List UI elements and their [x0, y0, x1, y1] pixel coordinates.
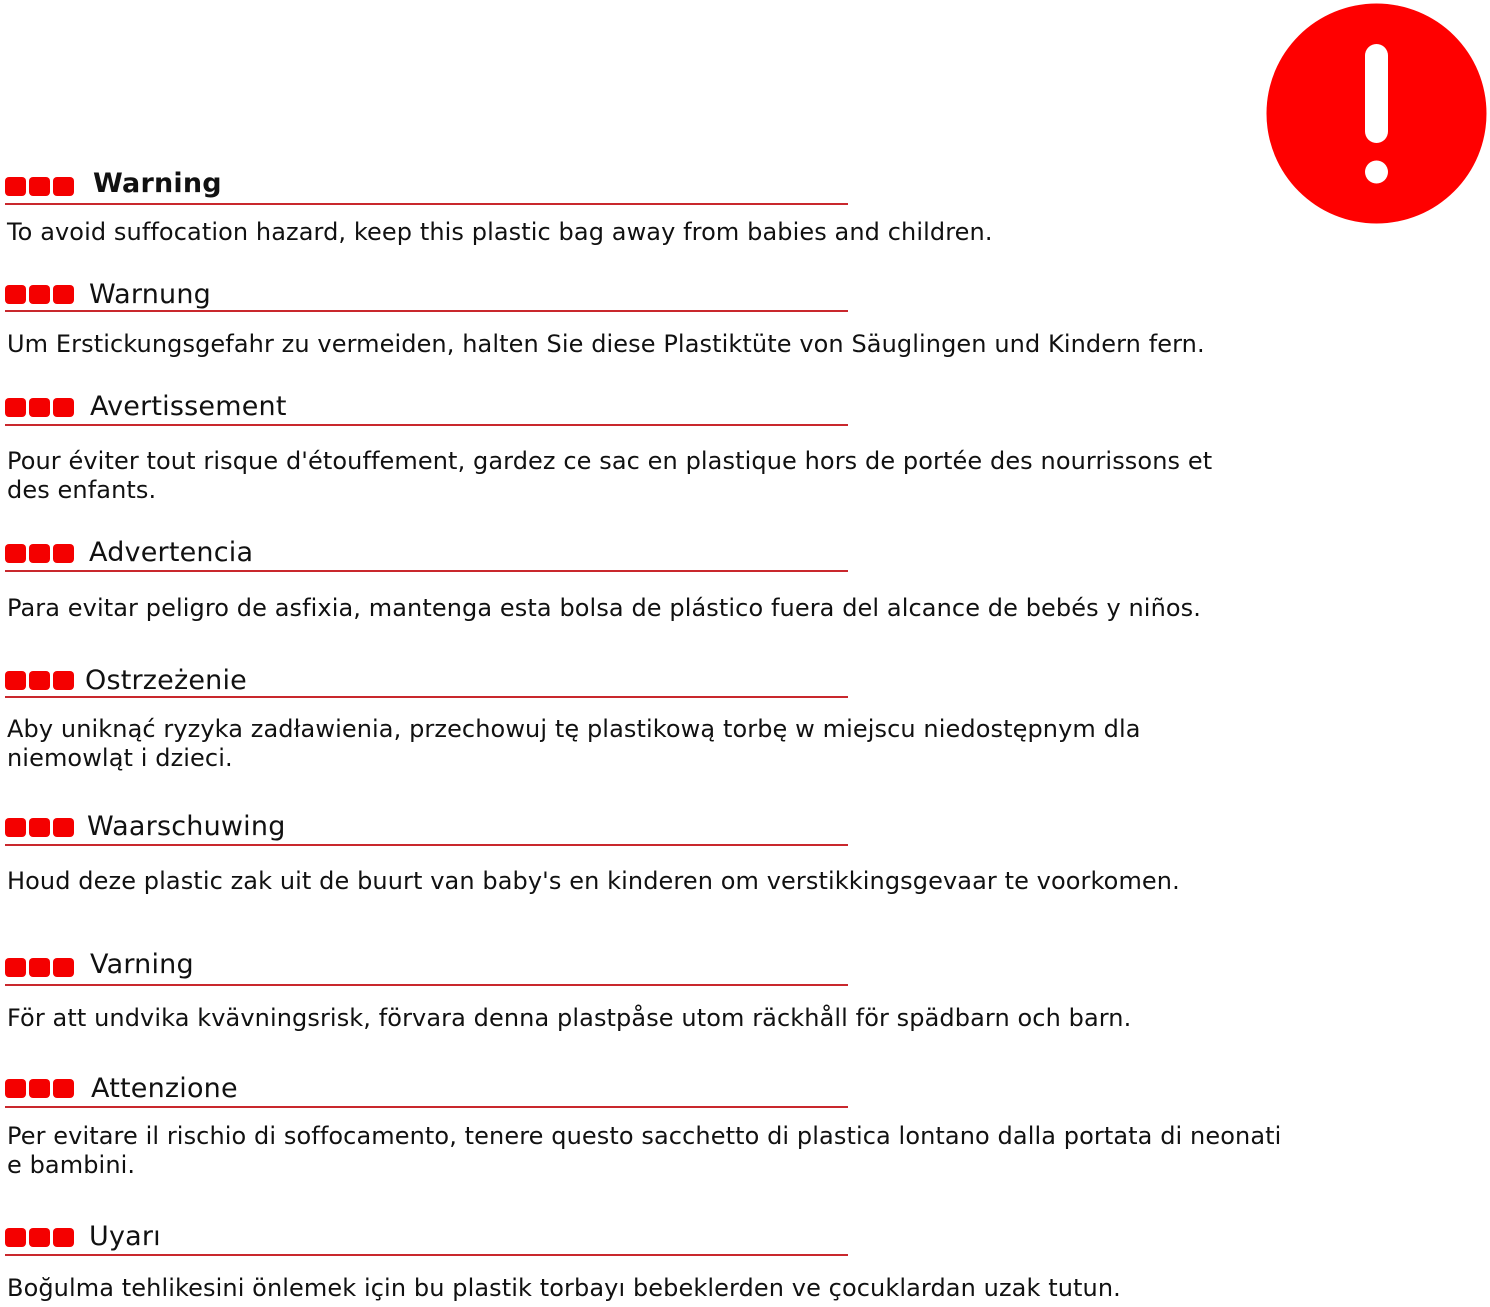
red-marker-icon [5, 818, 74, 837]
section-heading: Warning [93, 168, 222, 199]
section-divider [5, 570, 848, 572]
section-heading: Waarschuwing [87, 811, 286, 842]
section-heading-row [5, 665, 848, 699]
red-marker-icon [5, 1228, 74, 1247]
section-divider [5, 696, 848, 698]
exclamation-circle-icon [1266, 3, 1487, 224]
section-heading-row [5, 1073, 848, 1107]
section-divider [5, 424, 848, 426]
section-body-text: Um Erstickungsgefahr zu vermeiden, halten Sie diese Plastiktüte von Säuglingen und Kindern fern. [7, 330, 1205, 358]
section-heading-row [5, 281, 848, 311]
section-heading-row [5, 168, 848, 201]
section-divider [5, 310, 848, 312]
section-divider [5, 1254, 848, 1256]
red-marker-icon [5, 177, 74, 196]
section-heading-row [5, 537, 848, 571]
section-heading: Attenzione [91, 1073, 238, 1104]
section-divider [5, 984, 848, 986]
red-marker-icon [5, 544, 74, 563]
section-heading-row [5, 391, 848, 425]
section-heading: Avertissement [90, 391, 287, 422]
red-marker-icon [5, 958, 74, 977]
red-marker-icon [5, 1079, 74, 1098]
section-divider [5, 203, 848, 205]
section-heading-row [5, 811, 848, 845]
section-body-text: Per evitare il rischio di soffocamento, tenere questo sacchetto di plastica lontano dalla portata di neonati e bambini. [7, 1122, 1282, 1179]
red-marker-icon [5, 285, 74, 304]
section-body-text: Para evitar peligro de asfixia, mantenga esta bolsa de plástico fuera del alcance de bebés y niños. [7, 594, 1201, 622]
section-heading-row [5, 1221, 848, 1255]
section-heading: Advertencia [89, 537, 254, 568]
section-body-text: Houd deze plastic zak uit de buurt van baby's en kinderen om verstikkingsgevaar te voorkomen. [7, 867, 1180, 895]
section-body-text: To avoid suffocation hazard, keep this plastic bag away from babies and children. [7, 218, 993, 246]
section-divider [5, 1106, 848, 1108]
section-heading-row [5, 949, 848, 983]
section-heading: Warnung [89, 279, 212, 310]
section-body-text: Pour éviter tout risque d'étouffement, gardez ce sac en plastique hors de portée des nourrissons et des enfants. [7, 447, 1213, 504]
section-heading: Ostrzeżenie [85, 665, 247, 696]
section-heading: Uyarı [89, 1221, 161, 1252]
section-heading: Varning [90, 949, 194, 980]
section-body-text: Aby uniknąć ryzyka zadławienia, przechowuj tę plastikową torbę w miejscu niedostępnym dla niemowląt i dzieci. [7, 715, 1141, 772]
section-divider [5, 844, 848, 846]
section-body-text: För att undvika kvävningsrisk, förvara denna plastpåse utom räckhåll för spädbarn och barn. [7, 1004, 1132, 1032]
red-marker-icon [5, 671, 74, 690]
red-marker-icon [5, 398, 74, 417]
section-body-text: Boğulma tehlikesini önlemek için bu plastik torbayı bebeklerden ve çocuklardan uzak tutun. [7, 1274, 1121, 1302]
